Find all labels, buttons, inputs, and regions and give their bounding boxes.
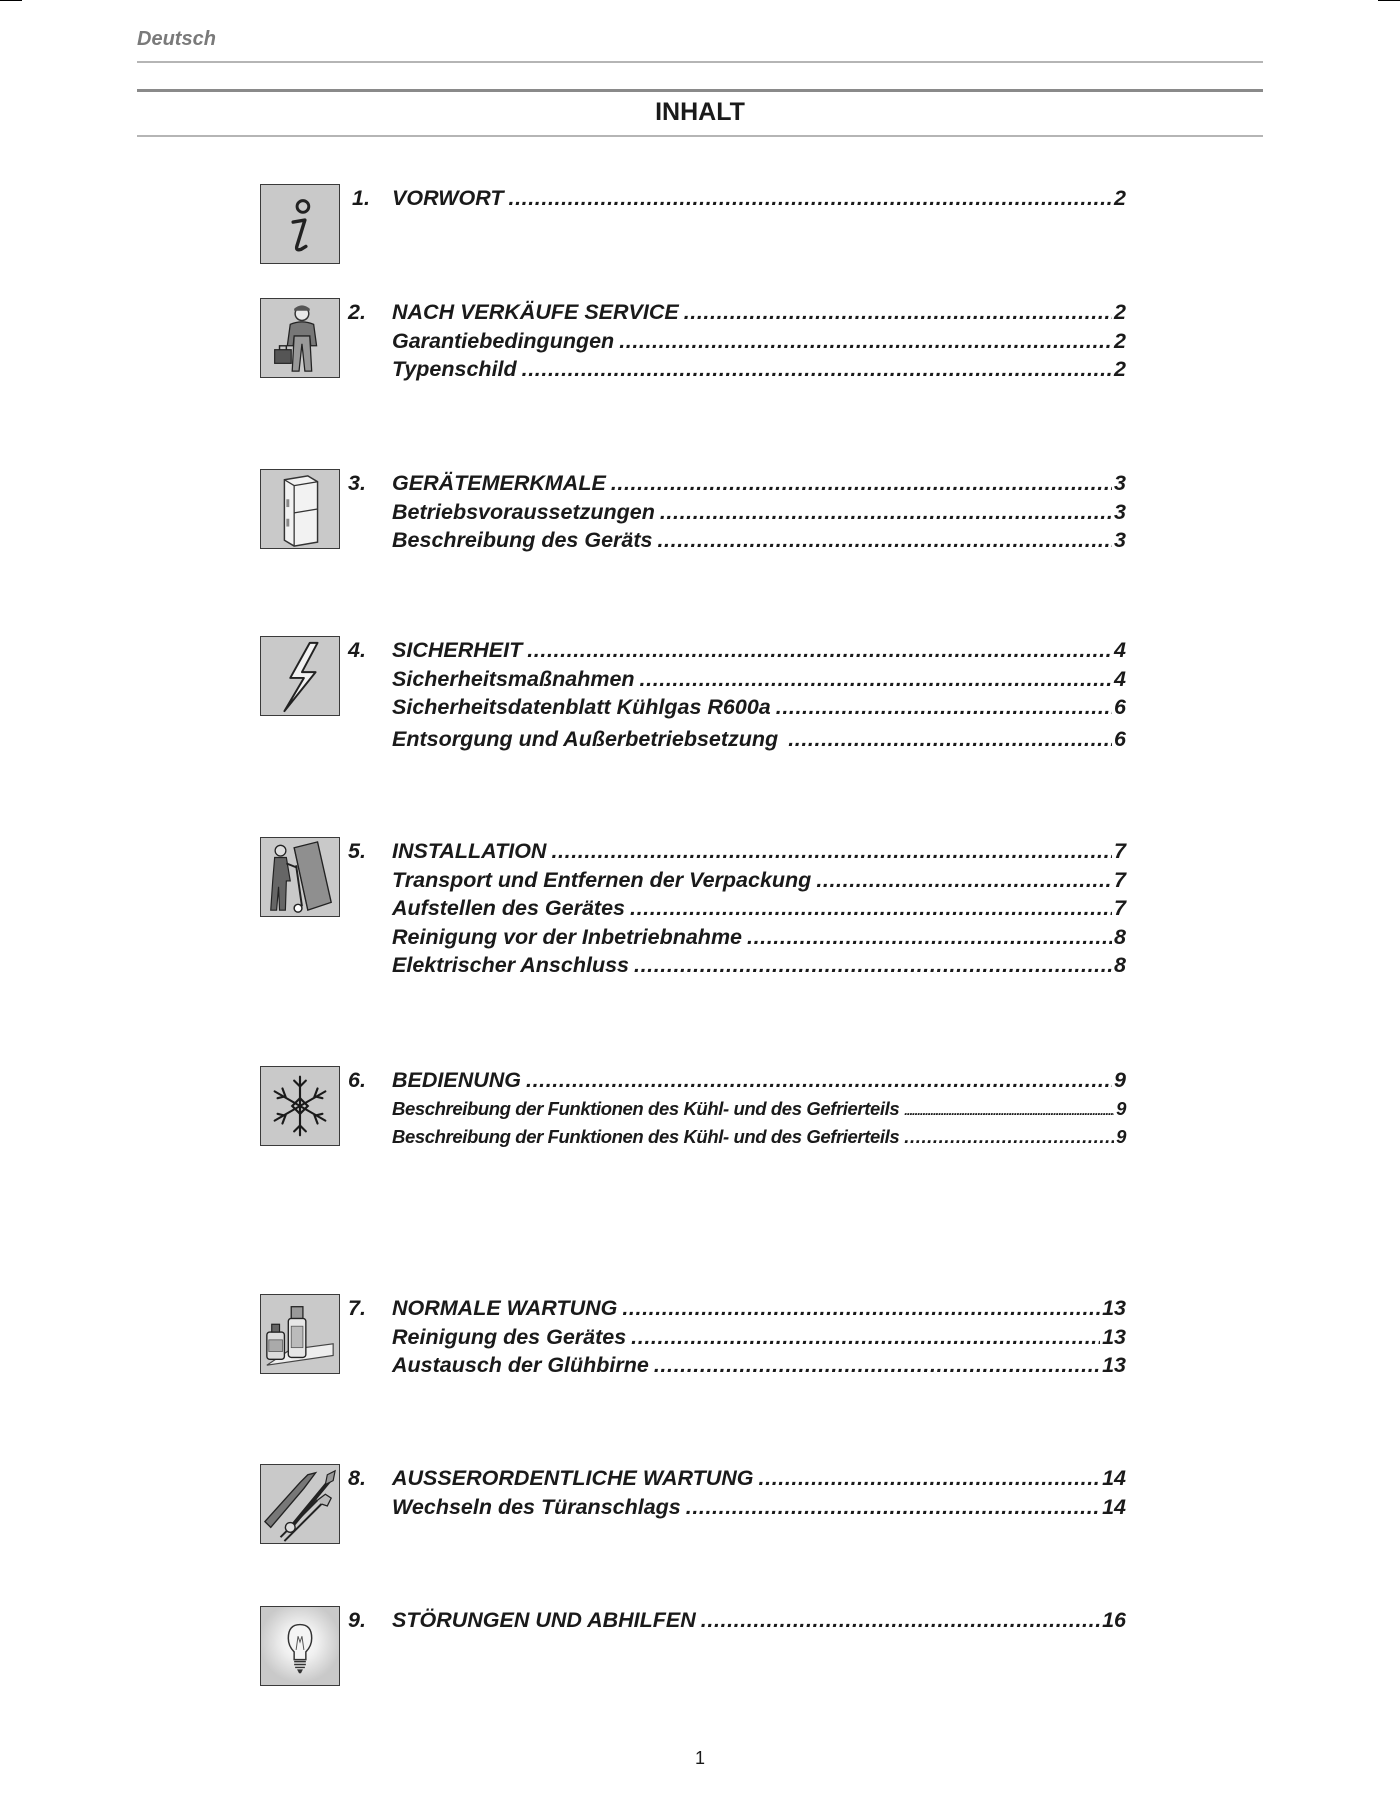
toc-entry[interactable] (392, 469, 1126, 498)
dot-leader (622, 1294, 1100, 1322)
section-number: 7. (348, 1296, 366, 1320)
toc-entry[interactable] (392, 866, 1126, 895)
entry-title: Beschreibung der Funktionen des Kühl- und des Gefrierteils (392, 1097, 900, 1119)
dot-leader (904, 1123, 1114, 1151)
toc-entry[interactable] (392, 923, 1126, 952)
toc-entry[interactable] (392, 951, 1126, 980)
service-technician-icon (260, 298, 340, 378)
section-entries (392, 184, 1126, 213)
dot-leader (611, 469, 1112, 497)
title-rule-top (137, 89, 1263, 92)
section-entries (392, 1066, 1126, 1152)
entry-title: Garantiebedingungen (392, 328, 615, 353)
section-entries (392, 469, 1126, 555)
section-entries (392, 636, 1126, 753)
toc-entry[interactable] (392, 184, 1126, 213)
entry-page: 2 (1114, 357, 1126, 381)
entry-page: 9 (1114, 1068, 1126, 1092)
section-number: 1. (352, 186, 370, 210)
entry-page: 8 (1114, 953, 1126, 977)
entry-page: 3 (1114, 471, 1126, 495)
cleaning-bottles-icon (260, 1294, 340, 1374)
toc-entry[interactable] (392, 298, 1126, 327)
entry-title: Entsorgung und Außerbetriebsetzung (392, 726, 779, 751)
entry-title: Aufstellen des Gerätes (392, 896, 626, 920)
section-entries (392, 837, 1126, 980)
entry-page: 3 (1114, 528, 1126, 552)
dot-leader (759, 1464, 1101, 1492)
entry-title: NACH VERKÄUFE SERVICE (392, 300, 679, 324)
dot-leader (684, 298, 1112, 326)
entry-title: Betriebsvoraussetzungen (392, 499, 655, 524)
toc-entry[interactable] (392, 894, 1126, 923)
entry-page: 4 (1114, 666, 1126, 691)
entry-page: 6 (1114, 695, 1126, 719)
entry-title: Wechseln des Türanschlags (392, 1494, 681, 1519)
header-rule (137, 61, 1263, 63)
dot-leader (509, 184, 1113, 212)
dot-leader (631, 1323, 1100, 1351)
toc-entry[interactable] (392, 1351, 1126, 1380)
entry-title: Reinigung vor der Inbetriebnahme (392, 924, 743, 949)
entry-title: Beschreibung des Geräts (392, 528, 653, 552)
dot-leader (526, 1066, 1112, 1094)
entry-title: Elektrischer Anschluss (392, 953, 630, 977)
section-entries (392, 1464, 1126, 1521)
dot-leader (747, 923, 1112, 951)
toc-entry[interactable] (392, 1294, 1126, 1323)
section-number: 4. (348, 638, 366, 662)
entry-title: Sicherheitsmaßnahmen (392, 666, 635, 691)
dot-leader (904, 1097, 1114, 1125)
dot-leader (701, 1606, 1100, 1634)
entry-page: 16 (1102, 1608, 1126, 1632)
page-title: INHALT (655, 98, 745, 126)
entry-title: Beschreibung der Funktionen des Kühl- und des Gefrierteils (392, 1126, 900, 1147)
dot-leader (522, 355, 1112, 383)
toc-entry[interactable] (392, 1493, 1126, 1522)
entry-page: 13 (1102, 1353, 1126, 1377)
dot-leader (551, 837, 1112, 865)
section-number: 9. (348, 1608, 366, 1632)
dot-leader (654, 1351, 1100, 1379)
entry-page: 13 (1102, 1296, 1126, 1320)
entry-page: 2 (1114, 300, 1126, 324)
toc-entry[interactable] (392, 1066, 1126, 1095)
dot-leader (619, 327, 1112, 355)
entry-title: GERÄTEMERKMALE (392, 471, 606, 495)
entry-title: Sicherheitsdatenblatt Kühlgas R600a (392, 695, 771, 719)
fridge-icon (260, 469, 340, 549)
section-number: 2. (348, 300, 366, 324)
page-number: 1 (694, 1748, 705, 1768)
hand-truck-icon (260, 837, 340, 917)
dot-leader (788, 725, 1112, 753)
info-icon (260, 184, 340, 264)
entry-page: 13 (1102, 1324, 1126, 1349)
toc-entry[interactable] (392, 1095, 1126, 1124)
toc-entry[interactable] (392, 1606, 1126, 1635)
title-rule-bottom (137, 135, 1263, 137)
snowflake-icon (260, 1066, 340, 1146)
toc-entry[interactable] (392, 693, 1126, 722)
entry-page: 14 (1102, 1494, 1126, 1519)
entry-page: 2 (1114, 186, 1126, 210)
entry-title: Transport und Entfernen der Verpackung (392, 867, 812, 892)
dot-leader (816, 866, 1112, 894)
dot-leader (657, 526, 1112, 554)
lightning-icon (260, 636, 340, 716)
entry-page: 3 (1114, 499, 1126, 524)
entry-page: 9 (1116, 1126, 1126, 1147)
language-label: Deutsch (137, 28, 216, 50)
entry-title: STÖRUNGEN UND ABHILFEN (392, 1608, 696, 1632)
toc-entry[interactable] (392, 636, 1126, 665)
entry-page: 4 (1114, 638, 1126, 662)
crop-mark-right (1378, 0, 1400, 1)
section-number: 3. (348, 471, 366, 495)
entry-title: AUSSERORDENTLICHE WARTUNG (392, 1466, 754, 1490)
entry-title: SICHERHEIT (392, 638, 523, 662)
entry-title: Typenschild (392, 357, 517, 381)
entry-page: 7 (1114, 867, 1126, 892)
toc-entry[interactable] (392, 1464, 1126, 1493)
entry-title: Austausch der Glühbirne (392, 1353, 649, 1377)
section-entries (392, 1294, 1126, 1380)
dot-leader (634, 951, 1112, 979)
section-number: 6. (348, 1068, 366, 1092)
toc-entry[interactable] (392, 1323, 1126, 1352)
dot-leader (527, 636, 1112, 664)
section-entries (392, 1606, 1126, 1635)
toc-entry[interactable] (392, 837, 1126, 866)
entry-page: 6 (1114, 726, 1126, 751)
entry-page: 7 (1114, 839, 1126, 863)
light-bulb-icon (260, 1606, 340, 1686)
toc-entry[interactable] (392, 665, 1126, 694)
entry-title: VORWORT (392, 186, 504, 210)
toc-entry[interactable] (392, 526, 1126, 555)
entry-page: 14 (1102, 1466, 1126, 1490)
section-entries (392, 298, 1126, 384)
section-number: 5. (348, 839, 366, 863)
section-number: 8. (348, 1466, 366, 1490)
entry-page: 2 (1114, 328, 1126, 353)
dot-leader (630, 894, 1112, 922)
entry-title: NORMALE WARTUNG (392, 1296, 618, 1320)
tools-icon (260, 1464, 340, 1544)
crop-mark-left (0, 0, 22, 1)
toc-entry[interactable] (392, 498, 1126, 527)
dot-leader (686, 1493, 1100, 1521)
entry-page: 9 (1116, 1097, 1126, 1119)
toc-entry[interactable] (392, 725, 1126, 754)
entry-title: INSTALLATION (392, 839, 547, 863)
entry-title: BEDIENUNG (392, 1068, 522, 1092)
toc-entry[interactable] (392, 355, 1126, 384)
dot-leader (660, 498, 1112, 526)
toc-entry[interactable] (392, 327, 1126, 356)
entry-page: 7 (1114, 896, 1126, 920)
dot-leader (776, 693, 1112, 721)
dot-leader (640, 665, 1112, 693)
toc-entry[interactable] (392, 1123, 1126, 1152)
entry-title: Reinigung des Gerätes (392, 1324, 627, 1349)
entry-page: 8 (1114, 924, 1126, 949)
